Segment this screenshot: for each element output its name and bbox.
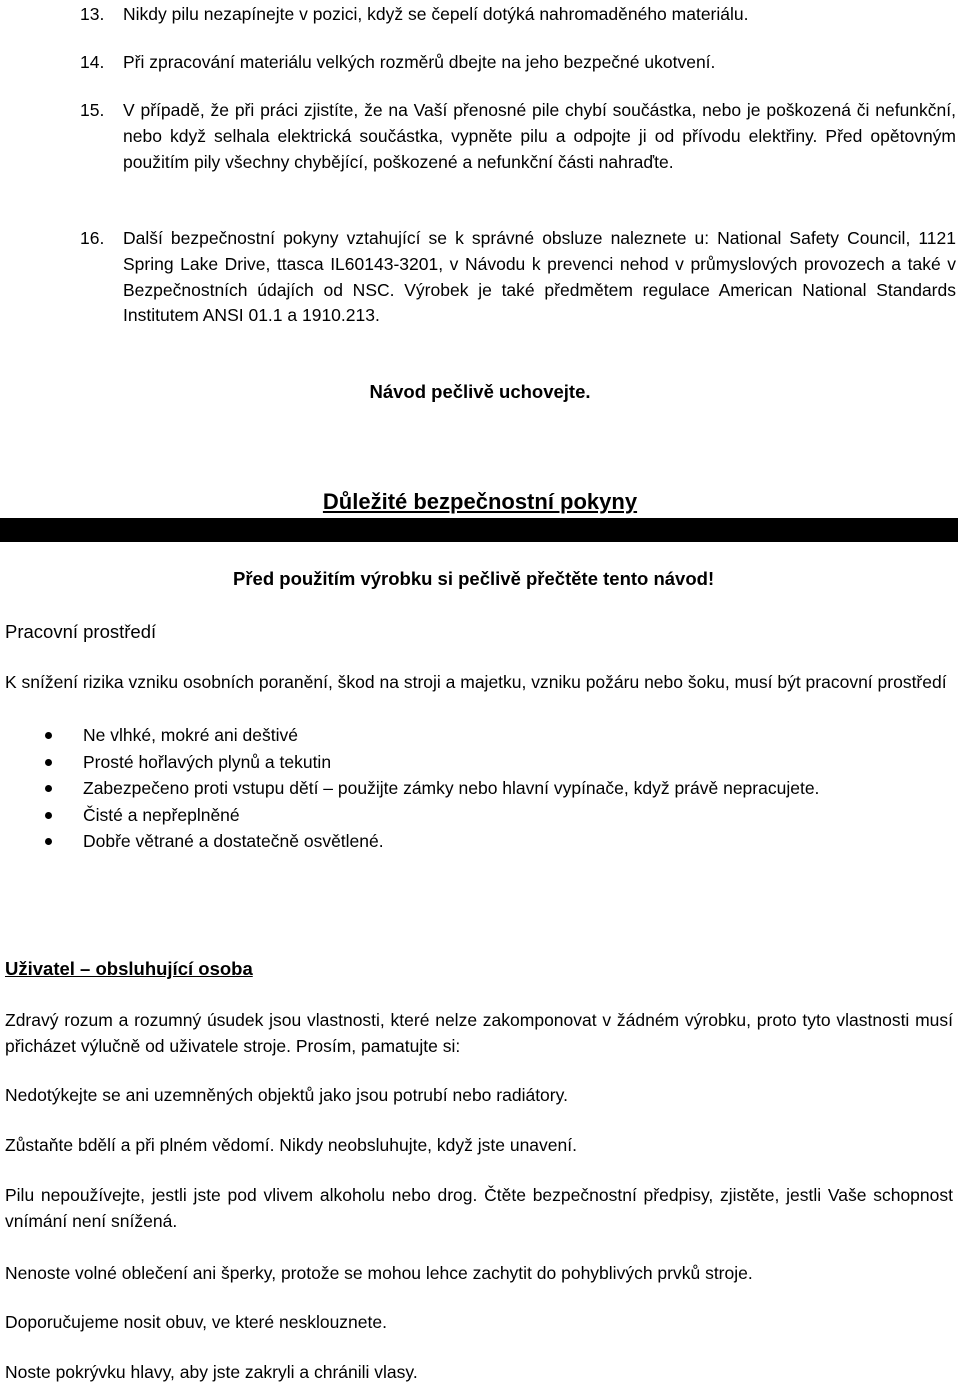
list-item [5,802,955,829]
bullet-icon [45,759,52,766]
list-item [5,775,955,802]
user-paragraph: Zůstaňte bdělí a při plném vědomí. Nikdy neobsluhujte, když jste unavení. [5,1135,577,1155]
item-number: 15. [80,100,105,120]
work-environment-heading: Pracovní prostředí [5,621,157,642]
user-paragraph: Nenoste volné oblečení ani šperky, protože se mohou lehce zachytit do pohyblivých prvků stroje. [5,1263,753,1283]
item-number: 16. [80,228,105,248]
item-text: Při zpracování materiálu velkých rozměrů dbejte na jeho bezpečné ukotvení. [123,52,716,72]
user-paragraph: Doporučujeme nosit obuv, ve které nesklouznete. [5,1312,387,1332]
numbered-item [80,226,956,329]
list-item [5,828,955,855]
item-text: Nikdy pilu nezapínejte v pozici, když se čepelí dotýká nahromaděného materiálu. [123,4,749,24]
list-item-text: Dobře větrané a dostatečně osvětlené. [83,831,384,851]
list-item-text: Prosté hořlavých plynů a tekutin [83,751,332,772]
numbered-item [80,50,956,76]
user-paragraph: Noste pokrývku hlavy, aby jste zakryli a chránili vlasy. [5,1362,418,1382]
list-item [5,722,955,749]
keep-manual-note: Návod pečlivě uchovejte. [369,381,591,402]
item-number: 13. [80,4,105,24]
work-environment-intro: K snížení rizika vzniku osobních poranění, škod na stroji a majetku, vzniku požáru nebo šoku, musí být pracovní prostředí [5,672,947,692]
bullet-icon [45,812,52,819]
section-title: Důležité bezpečnostní pokyny [322,489,638,514]
user-heading: Uživatel – obsluhující osoba [5,958,253,979]
read-manual-warning: Před použitím výrobku si pečlivě přečtěte tento návod! [233,568,715,589]
user-paragraph: Zdravý rozum a rozumný úsudek jsou vlastnosti, které nelze zakomponovat v žádném výrobku, proto tyto vlastnosti musí přicházet výlučně od uživatele stroje. Prosím, pamatujte si: [5,1010,953,1056]
bullet-icon [45,732,52,739]
bullet-icon [45,838,52,845]
item-text: V případě, že při práci zjistíte, že na Vaší přenosné pile chybí součástka, nebo je poškozená či nefunkční, nebo když selhala elektrická součástka, vypněte pilu a odpojte ji od přívodu elektřiny. Před opětovným použitím pily všechny chybějící, poškozené a nefunkční části nahraďte. [123,100,956,172]
list-item-text: Ne vlhké, mokré ani deštivé [83,725,298,745]
work-environment-list [5,722,955,855]
numbered-item [80,98,956,175]
list-item [5,749,955,776]
user-paragraph: Nedotýkejte se ani uzemněných objektů jako jsou potrubí nebo radiátory. [5,1085,568,1105]
list-item-text: Čisté a nepřeplněné [83,804,240,825]
numbered-item [80,2,956,28]
item-text: Další bezpečnostní pokyny vztahující se k správné obsluze naleznete u: National Safety Council, 1121 Spring Lake Drive, ttasca IL60143-3201, v Návodu k prevenci nehod v průmyslových provozech a také v Bezpečnostních údajích od NSC. Výrobek je také předmětem regulace American National Standards Institutem ANSI 01.1 a 1910.213. [123,228,956,326]
bullet-icon [45,785,52,792]
user-paragraph: Pilu nepoužívejte, jestli jste pod vlivem alkoholu nebo drog. Čtěte bezpečnostní předpisy, zjistěte, jestli Vaše schopnost vnímání není snížená. [5,1185,953,1231]
list-item-text: Zabezpečeno proti vstupu dětí – použijte zámky nebo hlavní vypínače, když právě nepracujete. [83,778,820,798]
title-divider-bar [0,518,958,542]
item-number: 14. [80,52,105,72]
